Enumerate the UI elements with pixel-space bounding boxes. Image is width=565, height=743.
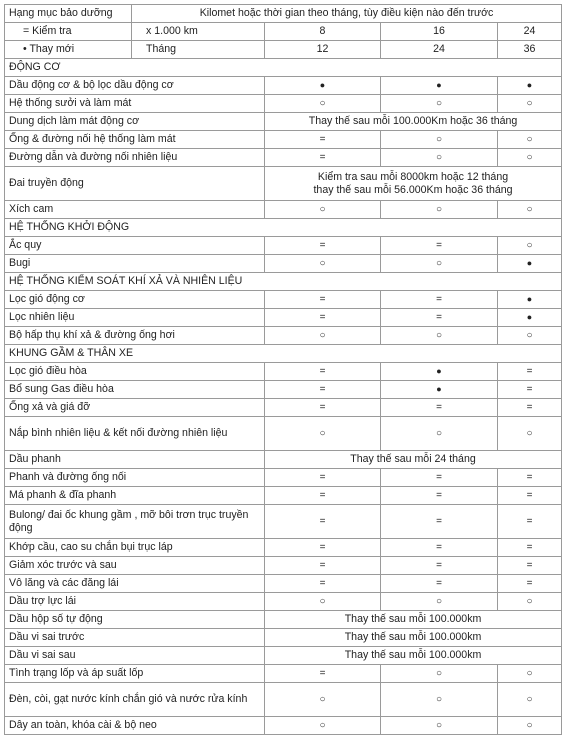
interval-note — [265, 451, 562, 469]
inspect-mark-icon: ○ — [435, 258, 443, 269]
table-row — [5, 505, 562, 539]
table-row — [5, 417, 562, 451]
legend-inspect: = Kiểm tra — [5, 23, 132, 41]
schedule-cell — [381, 327, 498, 345]
km-label: x 1.000 km — [132, 23, 265, 41]
schedule-cell — [265, 327, 381, 345]
item-label: Dung dịch làm mát động cơ — [5, 113, 265, 131]
inspect-mark-icon: ○ — [526, 134, 533, 145]
schedule-cell — [265, 131, 381, 149]
table-row — [5, 539, 562, 557]
inspect-mark-icon: ○ — [526, 720, 533, 731]
month-value: 24 — [381, 41, 498, 59]
schedule-cell — [381, 575, 498, 593]
section-title: KHUNG GẦM & THÂN XE — [5, 345, 562, 363]
section-title: HỆ THỐNG KIỂM SOÁT KHÍ XẢ VÀ NHIÊN LIỆU — [5, 273, 562, 291]
schedule-cell — [265, 487, 381, 505]
table-row — [5, 327, 562, 345]
interval-note — [265, 611, 562, 629]
schedule-cell — [265, 575, 381, 593]
inspect-mark-icon: ○ — [319, 428, 326, 439]
schedule-cell — [498, 201, 562, 219]
item-label: Dầu vi sai sau — [5, 647, 265, 665]
schedule-cell — [265, 399, 381, 417]
inspect-mark-icon: ○ — [319, 720, 326, 731]
inspect-mark-icon: ○ — [526, 240, 533, 251]
schedule-cell — [498, 237, 562, 255]
schedule-cell — [265, 469, 381, 487]
inspect-mark-icon: = — [526, 366, 533, 377]
table-row — [5, 201, 562, 219]
replace-mark-icon: ● — [526, 312, 533, 322]
table-row — [5, 255, 562, 273]
maintenance-schedule — [4, 4, 562, 735]
inspect-mark-icon: ○ — [526, 428, 533, 439]
inspect-mark-icon: = — [526, 560, 533, 571]
item-label: Bugi — [5, 255, 265, 273]
inspect-mark-icon: = — [526, 472, 533, 483]
inspect-mark-icon: = — [319, 134, 326, 145]
interval-note-line: Thay thế sau mỗi 100.000km — [344, 631, 482, 643]
replace-mark-icon: ● — [436, 80, 442, 90]
table-row — [5, 291, 562, 309]
schedule-cell — [498, 381, 562, 399]
schedule-cell — [498, 327, 562, 345]
schedule-cell — [265, 363, 381, 381]
table-row — [5, 167, 562, 201]
inspect-mark-icon: ○ — [435, 668, 443, 679]
item-label: Đường dẫn và đường nối nhiên liệu — [5, 149, 265, 167]
item-label: Tình trạng lốp và áp suất lốp — [5, 665, 265, 683]
inspect-mark-icon: ○ — [435, 720, 443, 731]
schedule-cell — [381, 399, 498, 417]
interval-note — [265, 167, 562, 201]
inspect-mark-icon: = — [436, 472, 442, 483]
item-label: Lọc gió động cơ — [5, 291, 265, 309]
inspect-mark-icon: = — [319, 152, 326, 163]
table-row — [5, 309, 562, 327]
item-label: Khớp cầu, cao su chắn bụi trục láp — [5, 539, 265, 557]
table-row — [5, 399, 562, 417]
inspect-mark-icon: = — [436, 312, 442, 323]
table-row — [5, 647, 562, 665]
schedule-cell — [265, 255, 381, 273]
replace-mark-icon: ● — [526, 294, 533, 304]
inspect-mark-icon: = — [526, 402, 533, 413]
replace-mark-icon: ● — [526, 80, 533, 90]
inspect-mark-icon: ○ — [526, 596, 533, 607]
item-label: Dầu hộp số tự động — [5, 611, 265, 629]
schedule-cell — [498, 557, 562, 575]
table-row — [5, 487, 562, 505]
schedule-cell — [498, 77, 562, 95]
schedule-cell — [265, 717, 381, 735]
interval-note — [265, 113, 562, 131]
table-row — [5, 683, 562, 717]
item-label: Xích cam — [5, 201, 265, 219]
schedule-cell — [381, 539, 498, 557]
header-row-title — [5, 5, 562, 23]
inspect-mark-icon: = — [526, 578, 533, 589]
interval-title: Kilomet hoặc thời gian theo tháng, tùy điều kiện nào đến trước — [132, 5, 562, 23]
schedule-cell — [265, 665, 381, 683]
inspect-mark-icon: ○ — [319, 596, 326, 607]
item-label: Đèn, còi, gạt nước kính chắn gió và nước rửa kính — [5, 683, 265, 717]
schedule-cell — [381, 291, 498, 309]
inspect-mark-icon: ○ — [435, 428, 443, 439]
item-label: Dầu vi sai trước — [5, 629, 265, 647]
item-label: Dây an toàn, khóa cài & bộ neo — [5, 717, 265, 735]
replace-mark-icon: ● — [436, 384, 442, 394]
schedule-cell — [498, 487, 562, 505]
table-row — [5, 665, 562, 683]
inspect-mark-icon: = — [526, 384, 533, 395]
inspect-mark-icon: ○ — [435, 98, 443, 109]
category-title: Hạng mục bảo dưỡng — [5, 5, 132, 23]
interval-note-line: Thay thế sau mỗi 100.000Km hoặc 36 tháng — [308, 115, 518, 127]
inspect-mark-icon: ○ — [526, 330, 533, 341]
schedule-cell — [265, 593, 381, 611]
inspect-mark-icon: = — [319, 516, 326, 527]
schedule-cell — [381, 593, 498, 611]
table-row — [5, 381, 562, 399]
item-label: Dầu phanh — [5, 451, 265, 469]
inspect-mark-icon: ○ — [319, 330, 326, 341]
inspect-mark-icon: = — [319, 384, 326, 395]
inspect-mark-icon: = — [319, 294, 326, 305]
interval-note-line: Thay thế sau mỗi 100.000km — [344, 613, 482, 625]
inspect-mark-icon: = — [319, 366, 326, 377]
inspect-mark-icon: = — [319, 668, 326, 679]
schedule-cell — [265, 95, 381, 113]
inspect-mark-icon: = — [436, 516, 442, 527]
table-row — [5, 237, 562, 255]
schedule-cell — [381, 363, 498, 381]
schedule-cell — [498, 399, 562, 417]
schedule-cell — [381, 665, 498, 683]
schedule-cell — [265, 417, 381, 451]
schedule-cell — [265, 237, 381, 255]
section-row — [5, 273, 562, 291]
schedule-cell — [265, 309, 381, 327]
inspect-mark-icon: = — [436, 578, 442, 589]
schedule-cell — [381, 237, 498, 255]
schedule-cell — [381, 487, 498, 505]
km-value: 16 — [381, 23, 498, 41]
inspect-mark-icon: = — [319, 578, 326, 589]
schedule-cell — [498, 469, 562, 487]
maintenance-table — [4, 4, 562, 735]
schedule-cell — [498, 539, 562, 557]
schedule-cell — [265, 683, 381, 717]
inspect-mark-icon: ○ — [319, 694, 326, 705]
header-row-km — [5, 23, 562, 41]
schedule-cell — [381, 131, 498, 149]
inspect-mark-icon: = — [436, 490, 442, 501]
legend-replace: • Thay mới — [5, 41, 132, 59]
interval-note — [265, 629, 562, 647]
interval-note-line: Thay thế sau mỗi 100.000km — [344, 649, 482, 661]
inspect-mark-icon: = — [319, 490, 326, 501]
inspect-mark-icon: ○ — [435, 694, 443, 705]
table-row — [5, 469, 562, 487]
replace-mark-icon: ● — [526, 258, 533, 268]
inspect-mark-icon: ○ — [526, 98, 533, 109]
inspect-mark-icon: ○ — [435, 134, 443, 145]
schedule-cell — [498, 131, 562, 149]
schedule-cell — [265, 381, 381, 399]
table-row — [5, 557, 562, 575]
schedule-cell — [498, 309, 562, 327]
table-row — [5, 629, 562, 647]
inspect-mark-icon: = — [319, 240, 326, 251]
schedule-cell — [381, 717, 498, 735]
schedule-cell — [265, 557, 381, 575]
inspect-mark-icon: = — [319, 312, 326, 323]
section-row — [5, 345, 562, 363]
section-title: HỆ THỐNG KHỞI ĐỘNG — [5, 219, 562, 237]
item-label: Bulong/ đai ốc khung gầm , mỡ bôi trơn trục truyền động — [5, 505, 265, 539]
schedule-cell — [498, 717, 562, 735]
schedule-cell — [498, 417, 562, 451]
km-value: 8 — [265, 23, 381, 41]
inspect-mark-icon: ○ — [435, 204, 443, 215]
schedule-cell — [498, 363, 562, 381]
section-row — [5, 219, 562, 237]
inspect-mark-icon: = — [319, 472, 326, 483]
inspect-mark-icon: = — [319, 560, 326, 571]
schedule-cell — [498, 665, 562, 683]
inspect-mark-icon: = — [319, 402, 326, 413]
item-label: Vô lăng và các đăng lái — [5, 575, 265, 593]
schedule-cell — [381, 417, 498, 451]
interval-note — [265, 647, 562, 665]
table-row — [5, 575, 562, 593]
inspect-mark-icon: ○ — [526, 668, 533, 679]
schedule-cell — [265, 77, 381, 95]
schedule-cell — [498, 505, 562, 539]
schedule-cell — [381, 557, 498, 575]
month-label: Tháng — [132, 41, 265, 59]
inspect-mark-icon: = — [436, 560, 442, 571]
item-label: Ống & đường nối hệ thống làm mát — [5, 131, 265, 149]
item-label: Lọc nhiên liệu — [5, 309, 265, 327]
inspect-mark-icon: ○ — [526, 152, 533, 163]
item-label: Má phanh & đĩa phanh — [5, 487, 265, 505]
schedule-cell — [381, 95, 498, 113]
item-label: Nắp bình nhiên liệu & kết nối đường nhiên liệu — [5, 417, 265, 451]
schedule-cell — [498, 291, 562, 309]
inspect-mark-icon: ○ — [319, 98, 326, 109]
inspect-mark-icon: = — [526, 516, 533, 527]
table-row — [5, 593, 562, 611]
inspect-mark-icon: ○ — [319, 258, 326, 269]
item-label: Phanh và đường ống nối — [5, 469, 265, 487]
header-row-month — [5, 41, 562, 59]
section-title: ĐỘNG CƠ — [5, 59, 562, 77]
schedule-cell — [265, 149, 381, 167]
schedule-cell — [381, 505, 498, 539]
table-row — [5, 77, 562, 95]
inspect-mark-icon: ○ — [435, 152, 443, 163]
schedule-cell — [381, 469, 498, 487]
km-value: 24 — [498, 23, 562, 41]
schedule-cell — [381, 309, 498, 327]
schedule-cell — [498, 255, 562, 273]
schedule-cell — [265, 539, 381, 557]
schedule-cell — [381, 255, 498, 273]
inspect-mark-icon: = — [436, 240, 442, 251]
replace-mark-icon: ● — [436, 366, 442, 376]
schedule-cell — [265, 505, 381, 539]
schedule-cell — [381, 201, 498, 219]
inspect-mark-icon: ○ — [526, 694, 533, 705]
table-row — [5, 149, 562, 167]
item-label: Dầu động cơ & bộ lọc dầu động cơ — [5, 77, 265, 95]
schedule-cell — [381, 149, 498, 167]
table-row — [5, 131, 562, 149]
table-row — [5, 113, 562, 131]
schedule-cell — [498, 575, 562, 593]
inspect-mark-icon: ○ — [435, 330, 443, 341]
item-label: Ống xả và giá đỡ — [5, 399, 265, 417]
inspect-mark-icon: = — [526, 490, 533, 501]
section-row — [5, 59, 562, 77]
inspect-mark-icon: ○ — [319, 204, 326, 215]
schedule-cell — [498, 95, 562, 113]
inspect-mark-icon: = — [526, 542, 533, 553]
schedule-cell — [265, 291, 381, 309]
replace-mark-icon: ● — [319, 80, 326, 90]
inspect-mark-icon: ○ — [435, 596, 443, 607]
schedule-cell — [265, 201, 381, 219]
inspect-mark-icon: = — [436, 294, 442, 305]
item-label: Lọc gió điều hòa — [5, 363, 265, 381]
table-row — [5, 451, 562, 469]
table-row — [5, 611, 562, 629]
item-label: Giảm xóc trước và sau — [5, 557, 265, 575]
schedule-cell — [381, 683, 498, 717]
inspect-mark-icon: = — [436, 402, 442, 413]
item-label: Đai truyền động — [5, 167, 265, 201]
schedule-cell — [498, 683, 562, 717]
schedule-cell — [498, 593, 562, 611]
item-label: Ắc quy — [5, 237, 265, 255]
inspect-mark-icon: ○ — [526, 204, 533, 215]
interval-note-line: thay thế sau mỗi 56.000Km hoặc 36 tháng — [313, 183, 513, 196]
month-value: 36 — [498, 41, 562, 59]
table-row — [5, 95, 562, 113]
month-value: 12 — [265, 41, 381, 59]
inspect-mark-icon: = — [436, 542, 442, 553]
table-row — [5, 717, 562, 735]
item-label: Bổ sung Gas điều hòa — [5, 381, 265, 399]
schedule-cell — [381, 381, 498, 399]
item-label: Bộ hấp thụ khí xả & đường ống hơi — [5, 327, 265, 345]
item-label: Dầu trợ lực lái — [5, 593, 265, 611]
interval-note-line: Kiểm tra sau mỗi 8000km hoặc 12 tháng — [317, 170, 509, 183]
inspect-mark-icon: = — [319, 542, 326, 553]
schedule-cell — [498, 149, 562, 167]
table-row — [5, 363, 562, 381]
schedule-cell — [381, 77, 498, 95]
interval-note-line: Thay thế sau mỗi 24 tháng — [350, 453, 476, 465]
item-label: Hệ thống sưởi và làm mát — [5, 95, 265, 113]
